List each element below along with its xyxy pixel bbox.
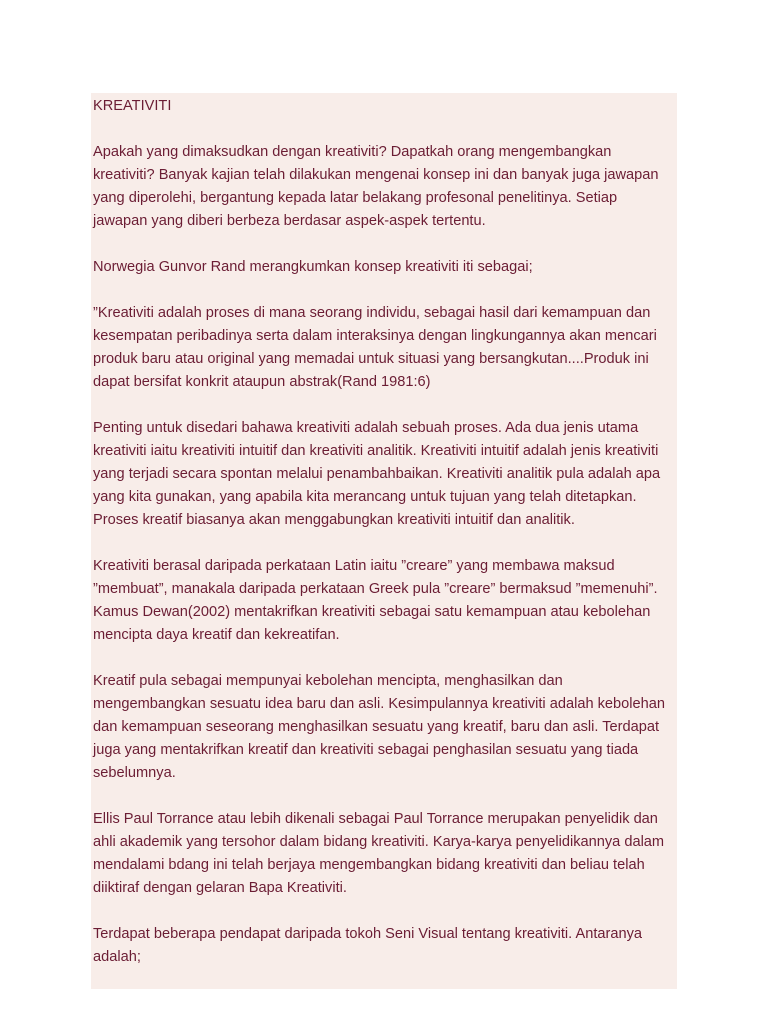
- paragraph-torrance: Ellis Paul Torrance atau lebih dikenali sebagai Paul Torrance merupakan penyelidik dan ahli akademik yang tersohor dalam bidang kreativiti. Karya-karya penyelidikannya dalam mendalami bdang ini telah berjaya mengembangkan bidang kreativiti dan beliau telah diiktiraf dengan gelaran Bapa Kreativiti.: [93, 811, 665, 896]
- paragraph-rand-intro: Norwegia Gunvor Rand merangkumkan konsep kreativiti iti sebagai;: [93, 259, 533, 275]
- highlighted-text-block: [91, 93, 677, 989]
- paragraph-definition: Kreatif pula sebagai mempunyai kebolehan mencipta, menghasilkan dan mengembangkan sesuatu idea baru dan asli. Kesimpulannya kreativiti adalah kebolehan dan kemampuan seseorang menghasilkan sesuatu yang kreatif, baru dan asli. Terdapat juga yang mentakrifkan kreatif dan kreativiti sebagai penghasilan sesuatu yang tiada sebelumnya.: [93, 673, 665, 781]
- paragraph-visual-arts: Terdapat beberapa pendapat daripada tokoh Seni Visual tentang kreativiti. Antaranya adalah;: [93, 926, 643, 965]
- paragraph-etymology: Kreativiti berasal daripada perkataan Latin iaitu ”creare” yang membawa maksud ”membuat”, manakala daripada perkataan Greek pula ”creare” bermaksud ”memenuhi”. Kamus Dewan(2002) mentakrifkan kreativiti sebagai satu kemampuan atau kebolehan mencipta daya kreatif dan kekreatifan.: [93, 558, 658, 643]
- paragraph-intro: Apakah yang dimaksudkan dengan kreativiti? Dapatkah orang mengembangkan kreativiti? Banyak kajian telah dilakukan mengenai konsep ini dan banyak juga jawapan yang diperolehi, bergantung kepada latar belakang profesonal penelitinya. Setiap jawapan yang diberi berbeza berdasar aspek-aspek tertentu.: [93, 144, 659, 229]
- paragraph-rand-quote: ”Kreativiti adalah proses di mana seorang individu, sebagai hasil dari kemampuan dan kesempatan peribadinya serta dalam interaksinya dengan lingkungannya akan mencari produk baru atau original yang memadai untuk situasi yang bersangkutan....Produk ini dapat bersifat konkrit ataupun abstrak(Rand 1981:6): [93, 305, 657, 390]
- paragraph-process-types: Penting untuk disedari bahawa kreativiti adalah sebuah proses. Ada dua jenis utama kreativiti iaitu kreativiti intuitif dan kreativiti analitik. Kreativiti intuitif adalah jenis kreativiti yang terjadi secara spontan melalui penambahbaikan. Kreativiti analitik pula adalah apa yang kita gunakan, yang apabila kita merancang untuk tujuan yang telah ditetapkan. Proses kreatif biasanya akan menggabungkan kreativiti intuitif dan analitik.: [93, 420, 661, 528]
- document-title: KREATIVITI: [93, 98, 172, 114]
